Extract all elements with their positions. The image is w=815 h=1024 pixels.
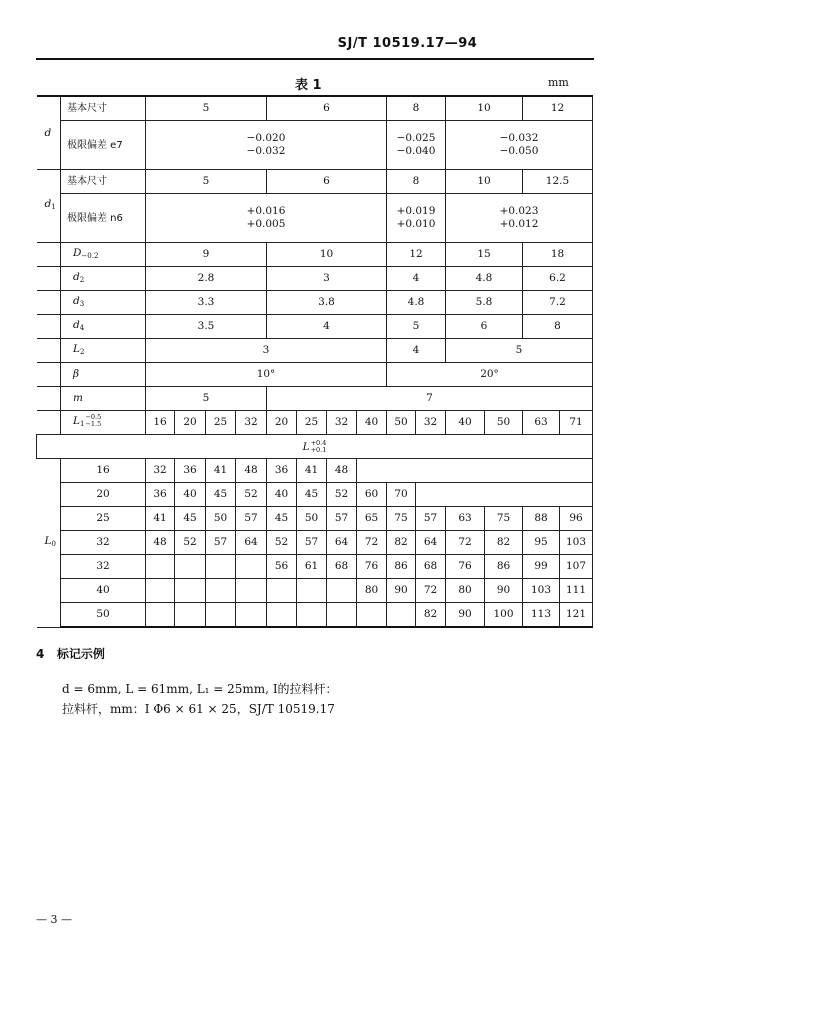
D-value: 18 xyxy=(523,243,593,267)
d1-tolerance-row xyxy=(37,194,593,243)
L1-value: 50 xyxy=(485,411,523,435)
L1-value: 25 xyxy=(206,411,236,435)
d-symbol: d xyxy=(37,96,61,170)
L0-value: 75 xyxy=(387,507,416,531)
L0-value xyxy=(146,603,175,628)
d1-basic-value: 12.5 xyxy=(523,170,593,194)
L0-value xyxy=(267,603,297,628)
L0-value xyxy=(146,579,175,603)
d-basic-value: 6 xyxy=(267,96,387,121)
L0-value: 32 xyxy=(146,459,175,483)
d-basic-label: 基本尺寸 xyxy=(61,96,146,121)
d4-value: 3.5 xyxy=(146,315,267,339)
d1-tolerance-value: +0.019 +0.010 xyxy=(387,194,446,243)
D-row xyxy=(37,243,593,267)
m-value: 5 xyxy=(146,387,267,411)
L0-row xyxy=(37,579,593,603)
table-caption: 表 1 xyxy=(295,78,322,93)
L0-value: 45 xyxy=(267,507,297,531)
D-value: 12 xyxy=(387,243,446,267)
header-rule xyxy=(36,58,594,60)
L0-value: 90 xyxy=(387,579,416,603)
d1-tolerance-label: 极限偏差 n6 xyxy=(61,194,146,243)
L0-value xyxy=(236,555,267,579)
L0-value: 63 xyxy=(446,507,485,531)
d4-value: 6 xyxy=(446,315,523,339)
L1-value: 71 xyxy=(560,411,593,435)
d2-symbol: $d_2$ xyxy=(61,267,146,291)
L0-value: 36 xyxy=(175,459,206,483)
d3-value: 3.8 xyxy=(267,291,387,315)
L-tolerance-header: L+0.4 +0.1 xyxy=(37,435,593,459)
d-tolerance-value: −0.020 −0.032 xyxy=(146,121,387,170)
L0-value: 88 xyxy=(523,507,560,531)
L0-value: 100 xyxy=(485,603,523,628)
d-tolerance-value: −0.025 −0.040 xyxy=(387,121,446,170)
L0-row xyxy=(37,603,593,628)
L1-value: 40 xyxy=(446,411,485,435)
L1-symbol: $L_1-0.5$ −1.5 xyxy=(61,411,146,435)
L0-value: 41 xyxy=(146,507,175,531)
d4-value: 8 xyxy=(523,315,593,339)
L1-row xyxy=(37,411,593,435)
L0-value xyxy=(236,579,267,603)
L0-value: 90 xyxy=(485,579,523,603)
L1-value: 20 xyxy=(175,411,206,435)
L0-row xyxy=(37,459,593,483)
L0-value: 36 xyxy=(267,459,297,483)
d1-tolerance-value: +0.016 +0.005 xyxy=(146,194,387,243)
L0-value: 50 xyxy=(297,507,327,531)
L0-value: 64 xyxy=(327,531,357,555)
L0-value: 40 xyxy=(267,483,297,507)
d3-value: 5.8 xyxy=(446,291,523,315)
L0-value: 68 xyxy=(327,555,357,579)
L2-row xyxy=(37,339,593,363)
L0-value xyxy=(206,603,236,628)
L0-value: 56 xyxy=(267,555,297,579)
L0-value: 72 xyxy=(416,579,446,603)
L1-value: 32 xyxy=(236,411,267,435)
page-number: — 3 — xyxy=(36,913,72,926)
L0-value: 113 xyxy=(523,603,560,628)
standard-code-header: SJ/T 10519.17—94 xyxy=(337,36,478,51)
L0-symbol: $L_0$ xyxy=(37,459,61,628)
L0-value xyxy=(206,555,236,579)
L0-value: 99 xyxy=(523,555,560,579)
d4-row xyxy=(37,315,593,339)
L0-value: 107 xyxy=(560,555,593,579)
L0-value: 57 xyxy=(206,531,236,555)
L0-value: 57 xyxy=(297,531,327,555)
L0-value xyxy=(297,579,327,603)
L0-value: 121 xyxy=(560,603,593,628)
L0-row xyxy=(37,531,593,555)
d3-symbol: $d_3$ xyxy=(61,291,146,315)
L0-row-label: 40 xyxy=(61,579,146,603)
L0-row-label: 32 xyxy=(61,531,146,555)
L0-value: 45 xyxy=(175,507,206,531)
section-title: 标记示例 xyxy=(56,647,105,661)
L0-value: 61 xyxy=(297,555,327,579)
table-unit: mm xyxy=(548,76,569,89)
d-tolerance-row xyxy=(37,121,593,170)
d-basic-value: 10 xyxy=(446,96,523,121)
marking-example-line-1: d = 6mm, L = 61mm, L₁ = 25mm, Ⅰ的拉料杆： xyxy=(62,682,338,696)
L0-value: 52 xyxy=(236,483,267,507)
L0-row xyxy=(37,483,593,507)
d1-basic-label: 基本尺寸 xyxy=(61,170,146,194)
L1-value: 20 xyxy=(267,411,297,435)
m-symbol: m xyxy=(61,387,146,411)
L0-value: 72 xyxy=(446,531,485,555)
d-tolerance-value: −0.032 −0.050 xyxy=(446,121,593,170)
beta-value: 20° xyxy=(387,363,593,387)
dimension-table xyxy=(36,95,593,628)
L2-value: 4 xyxy=(387,339,446,363)
marking-example-line-2: 拉料杆，mm：Ⅰ Φ6 × 61 × 25，SJ/T 10519.17 xyxy=(62,702,335,716)
d3-value: 7.2 xyxy=(523,291,593,315)
L0-value: 75 xyxy=(485,507,523,531)
L1-value: 16 xyxy=(146,411,175,435)
d1-basic-row xyxy=(37,170,593,194)
L0-value: 86 xyxy=(387,555,416,579)
L0-value: 52 xyxy=(327,483,357,507)
L1-value: 50 xyxy=(387,411,416,435)
d-basic-value: 12 xyxy=(523,96,593,121)
table-body xyxy=(37,96,593,627)
L0-value xyxy=(297,603,327,628)
L0-value: 40 xyxy=(175,483,206,507)
L0-value: 103 xyxy=(560,531,593,555)
L0-value xyxy=(267,579,297,603)
L2-symbol: $L_2$ xyxy=(61,339,146,363)
d1-symbol: $d_1$ xyxy=(37,170,61,243)
d2-row xyxy=(37,267,593,291)
L0-value: 48 xyxy=(236,459,267,483)
L0-value: 76 xyxy=(446,555,485,579)
L0-value: 111 xyxy=(560,579,593,603)
L0-value: 82 xyxy=(485,531,523,555)
L0-value: 76 xyxy=(357,555,387,579)
L0-value: 72 xyxy=(357,531,387,555)
d2-value: 4 xyxy=(387,267,446,291)
L0-value: 80 xyxy=(446,579,485,603)
L0-value xyxy=(175,555,206,579)
L0-value: 52 xyxy=(267,531,297,555)
L1-value: 32 xyxy=(416,411,446,435)
L0-value: 45 xyxy=(206,483,236,507)
L0-value: 45 xyxy=(297,483,327,507)
L-header-row xyxy=(37,435,593,459)
L0-row-label: 32 xyxy=(61,555,146,579)
d4-value: 4 xyxy=(267,315,387,339)
D-value: 10 xyxy=(267,243,387,267)
L0-value: 41 xyxy=(206,459,236,483)
L0-value: 96 xyxy=(560,507,593,531)
L0-value: 68 xyxy=(416,555,446,579)
m-value: 7 xyxy=(267,387,593,411)
L0-value xyxy=(175,579,206,603)
L0-row-label: 16 xyxy=(61,459,146,483)
D-value: 9 xyxy=(146,243,267,267)
d2-value: 4.8 xyxy=(446,267,523,291)
L0-value: 57 xyxy=(327,507,357,531)
d4-value: 5 xyxy=(387,315,446,339)
L0-value xyxy=(327,579,357,603)
L0-value: 48 xyxy=(327,459,357,483)
L0-value: 103 xyxy=(523,579,560,603)
L0-value: 60 xyxy=(357,483,387,507)
d2-value: 3 xyxy=(267,267,387,291)
d1-basic-value: 6 xyxy=(267,170,387,194)
m-row xyxy=(37,387,593,411)
L0-value xyxy=(146,555,175,579)
d2-value: 2.8 xyxy=(146,267,267,291)
L0-value xyxy=(387,603,416,628)
L0-value xyxy=(327,603,357,628)
L1-value: 63 xyxy=(523,411,560,435)
L1-value: 25 xyxy=(297,411,327,435)
L0-value: 48 xyxy=(146,531,175,555)
L0-row-label: 50 xyxy=(61,603,146,628)
d1-basic-value: 5 xyxy=(146,170,267,194)
L0-value: 70 xyxy=(387,483,416,507)
L0-value: 64 xyxy=(416,531,446,555)
L0-empty xyxy=(416,483,593,507)
L0-value xyxy=(175,603,206,628)
d-tolerance-label: 极限偏差 e7 xyxy=(61,121,146,170)
d2-value: 6.2 xyxy=(523,267,593,291)
beta-symbol: β xyxy=(61,363,146,387)
L0-value: 80 xyxy=(357,579,387,603)
L0-value: 57 xyxy=(416,507,446,531)
L0-row-label: 25 xyxy=(61,507,146,531)
L0-value: 50 xyxy=(206,507,236,531)
L0-value: 86 xyxy=(485,555,523,579)
L0-row xyxy=(37,555,593,579)
D-value: 15 xyxy=(446,243,523,267)
L2-value: 5 xyxy=(446,339,593,363)
L1-value: 32 xyxy=(327,411,357,435)
D-symbol: $D_{-0.2}$ xyxy=(61,243,146,267)
d3-row xyxy=(37,291,593,315)
L0-value xyxy=(357,603,387,628)
section-number: 4 xyxy=(36,647,45,661)
d1-basic-value: 10 xyxy=(446,170,523,194)
L0-value: 82 xyxy=(416,603,446,628)
L0-value: 90 xyxy=(446,603,485,628)
L0-value xyxy=(236,603,267,628)
L0-value: 36 xyxy=(146,483,175,507)
L0-value: 65 xyxy=(357,507,387,531)
beta-row xyxy=(37,363,593,387)
L0-value: 82 xyxy=(387,531,416,555)
L0-value: 64 xyxy=(236,531,267,555)
d1-tolerance-value: +0.023 +0.012 xyxy=(446,194,593,243)
d3-value: 4.8 xyxy=(387,291,446,315)
L0-row xyxy=(37,507,593,531)
d3-value: 3.3 xyxy=(146,291,267,315)
d-basic-value: 8 xyxy=(387,96,446,121)
d-basic-row xyxy=(37,96,593,121)
d4-symbol: $d_4$ xyxy=(61,315,146,339)
L0-value: 95 xyxy=(523,531,560,555)
L0-empty xyxy=(357,459,593,483)
L0-value: 52 xyxy=(175,531,206,555)
section-heading xyxy=(36,645,105,662)
d-basic-value: 5 xyxy=(146,96,267,121)
L0-value: 41 xyxy=(297,459,327,483)
beta-value: 10° xyxy=(146,363,387,387)
L2-value: 3 xyxy=(146,339,387,363)
L1-value: 40 xyxy=(357,411,387,435)
L0-value xyxy=(206,579,236,603)
L0-value: 57 xyxy=(236,507,267,531)
d1-basic-value: 8 xyxy=(387,170,446,194)
L0-row-label: 20 xyxy=(61,483,146,507)
